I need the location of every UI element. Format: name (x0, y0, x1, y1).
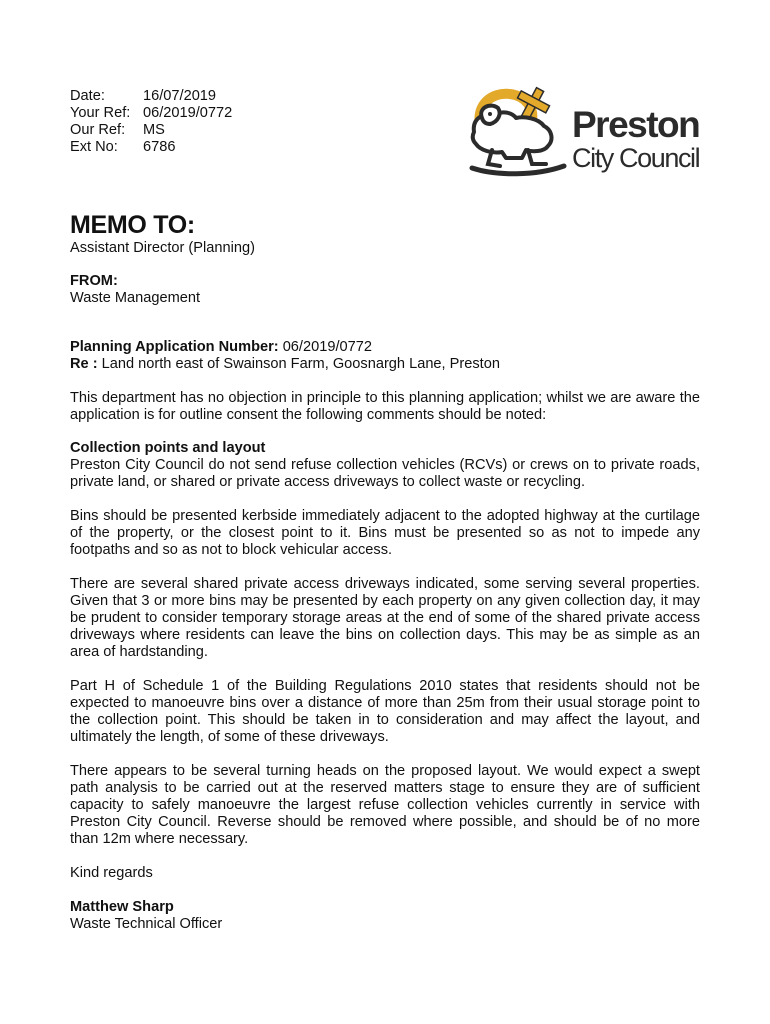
application-number-label: Planning Application Number: (70, 339, 279, 355)
lamb-emblem-icon (466, 86, 570, 178)
our-ref-label: Our Ref: (70, 122, 126, 138)
signatory-title: Waste Technical Officer (70, 916, 223, 932)
memo-recipient: Assistant Director (Planning) (70, 240, 255, 256)
section-heading: Collection points and layout (70, 440, 266, 456)
from-value: Waste Management (70, 290, 201, 306)
ext-no-value: 6786 (143, 139, 176, 155)
our-ref-value: MS (143, 122, 165, 138)
date-label: Date: (70, 88, 105, 104)
your-ref-value: 06/2019/0772 (143, 105, 233, 121)
paragraph-shared-driveways: There are several shared private access driveways indicated, some serving several properties. Given that 3 or more bins may be presented by each property on any given collection day, it may be prudent to consider temporary storage areas at the end of some of the shared private access driveways where residents can leave the bins on collection days. This may be as simple as an area of hardstanding. (70, 576, 700, 660)
signatory-name: Matthew Sharp (70, 899, 174, 915)
paragraph-collection: Preston City Council do not send refuse collection vehicles (RCVs) or crews on to private roads, private land, or shared or private access driveways to collect waste or recycling. (70, 457, 700, 490)
paragraph-bins-kerbside: Bins should be presented kerbside immediately adjacent to the adopted highway at the curtilage of the property, or the closest point to it. Bins must be presented so as not to impede any footpaths and so as not to block vehicular access. (70, 508, 700, 558)
reference-block (70, 88, 232, 156)
memo-title: MEMO TO: (70, 211, 195, 239)
application-number-line (70, 339, 700, 356)
ref-row-our-ref (70, 122, 232, 139)
re-value: Land north east of Swainson Farm, Goosnargh Lane, Preston (97, 356, 500, 372)
logo-word-preston: Preston (572, 104, 700, 145)
ext-no-label: Ext No: (70, 139, 118, 155)
ref-row-date (70, 88, 232, 105)
re-label: Re : (70, 356, 98, 372)
ref-row-your-ref (70, 105, 232, 122)
paragraph-building-regulations: Part H of Schedule 1 of the Building Regulations 2010 states that residents should not be expected to manoeuvre bins over a distance of more than 25m from their usual storage point to the collection point. This should be taken in to consideration and may affect the layout, and ultimately the length, of some of these driveways. (70, 678, 700, 745)
date-value: 16/07/2019 (143, 88, 217, 104)
your-ref-label: Your Ref: (70, 105, 131, 121)
application-number: 06/2019/0772 (278, 339, 372, 355)
paragraph-turning-heads: There appears to be several turning heads on the proposed layout. We would expect a swept path analysis to be carried out at the reserved matters stage to ensure they are of sufficient capacity to safely manoeuvre the largest refuse collection vehicles currently in service with Preston City Council. Reverse should be removed where possible, and should be of no more than 12m where necessary. (70, 763, 700, 847)
re-line (70, 356, 700, 373)
from-label: FROM: (70, 273, 118, 289)
kind-regards: Kind regards (70, 865, 153, 881)
memo-body (70, 210, 700, 933)
logo-word-city-council: City Council (572, 143, 700, 173)
preston-city-council-logo (466, 86, 706, 178)
ref-row-ext-no (70, 139, 232, 156)
intro-paragraph: This department has no objection in principle to this planning application; whilst we are aware the application is for outline consent the following comments should be noted: (70, 390, 700, 423)
